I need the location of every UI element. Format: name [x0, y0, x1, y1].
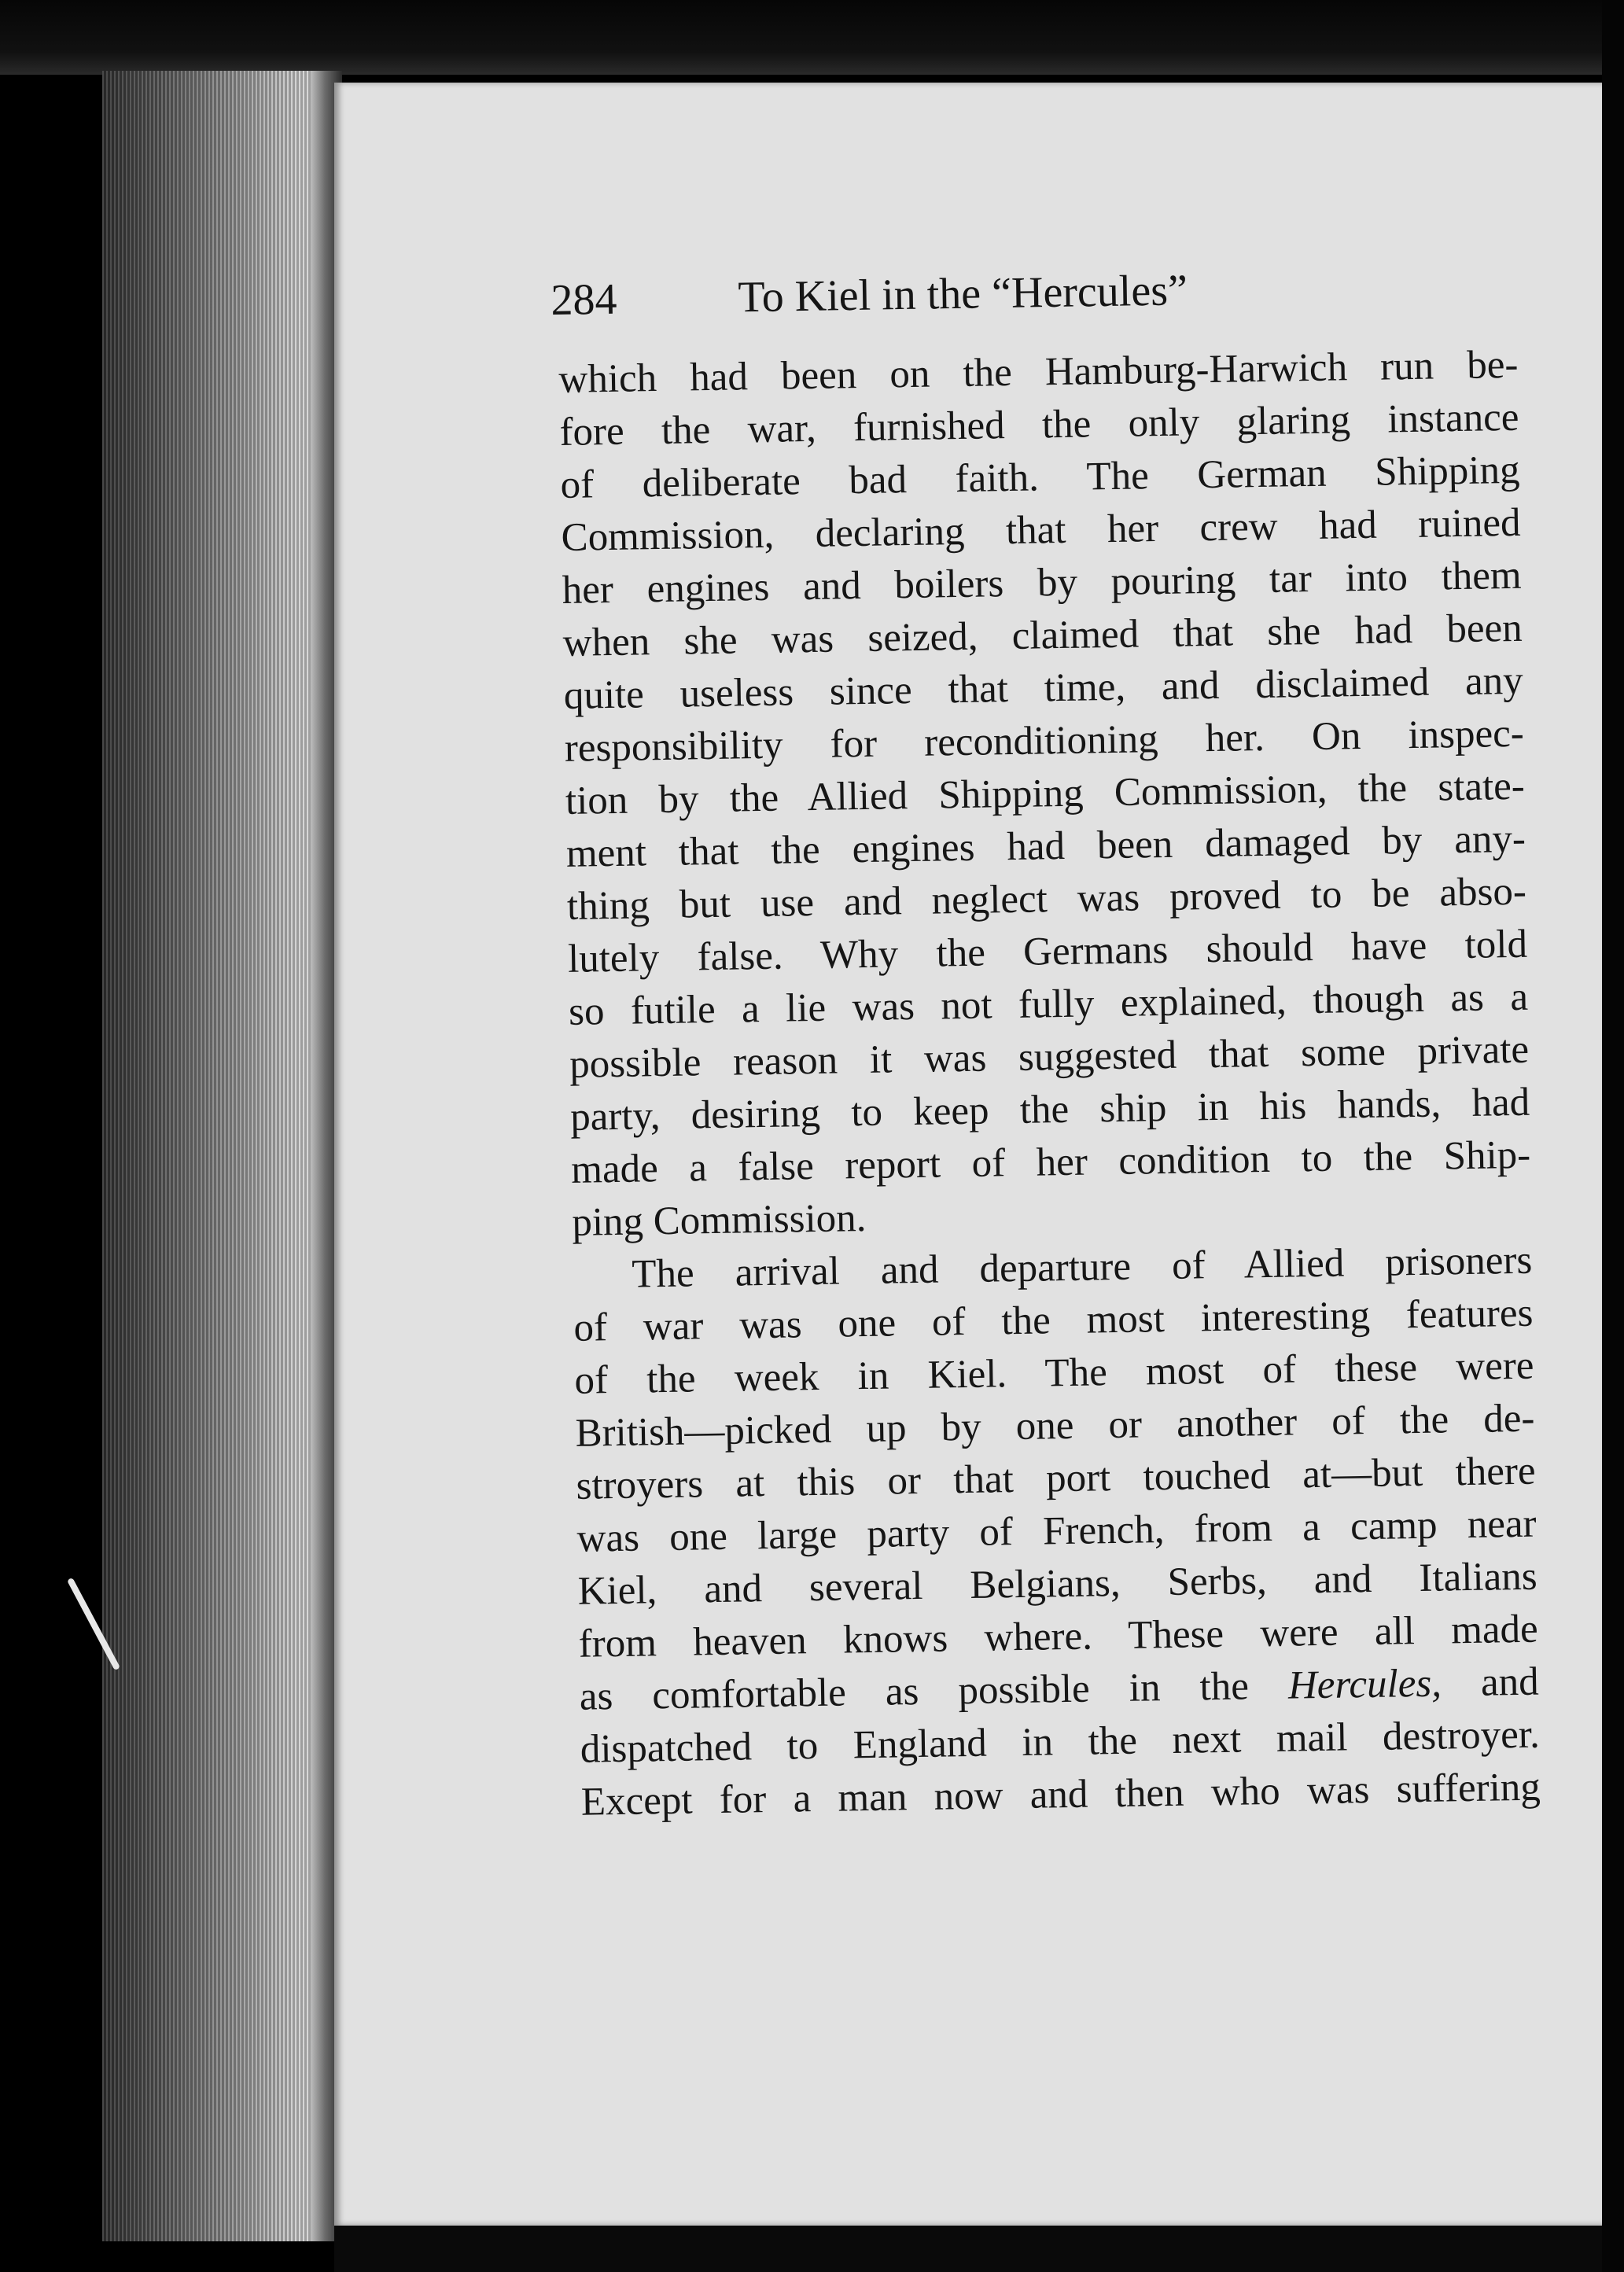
text-segment: and: [1441, 1659, 1540, 1706]
text-line: fore the war, furnished the only glaring instance: [559, 395, 1519, 455]
body-text: [558, 339, 1541, 1829]
paragraph-2: [573, 1235, 1541, 1829]
text-line: from heaven knows where. These were all made: [578, 1607, 1539, 1666]
paragraph-1: [558, 339, 1532, 1250]
ship-name-italic: Hercules,: [1287, 1661, 1442, 1708]
text-line: Kiel, and several Belgians, Serbs, and Italians: [577, 1554, 1538, 1614]
text-line: her engines and boilers by pouring tar into them: [562, 553, 1523, 613]
text-line: ment that the engines had been damaged by any-: [565, 816, 1526, 876]
text-line: of war was one of the most interesting features: [573, 1291, 1534, 1350]
text-line: made a false report of her condition to the Ship-: [570, 1132, 1531, 1192]
scan-bottom-border: [334, 2226, 1602, 2272]
running-title: To Kiel in the “Hercules”: [737, 266, 1188, 322]
text-segment: as comfortable as possible in the: [579, 1663, 1289, 1719]
scan-right-border: [1602, 0, 1624, 2272]
scan-top-border: [0, 0, 1624, 75]
text-line: ping Commission.: [571, 1195, 867, 1245]
text-line: responsibility for reconditioning her. On inspec-: [564, 711, 1525, 771]
text-line: was one large party of French, from a camp near: [576, 1501, 1537, 1561]
text-line: dispatched to England in the next mail destroyer.: [580, 1712, 1541, 1772]
text-line: The arrival and departure of Allied prisoners: [631, 1238, 1533, 1297]
text-line: of the week in Kiel. The most of these were: [574, 1343, 1534, 1403]
text-line: so futile a lie was not fully explained, though as a: [568, 974, 1529, 1034]
page-number: 284: [551, 274, 617, 325]
book-page-edges: [102, 71, 330, 2241]
text-line: party, desiring to keep the ship in his hands, had: [569, 1080, 1530, 1140]
text-line: Except for a man now and then who was suffering: [580, 1765, 1541, 1825]
text-line: tion by the Allied Shipping Commission, the state-: [565, 764, 1526, 823]
text-line: when she was seized, claimed that she had been: [562, 606, 1523, 665]
text-line: possible reason it was suggested that some private: [569, 1027, 1530, 1087]
text-line: British—picked up by one or another of the de-: [575, 1396, 1535, 1456]
text-line: which had been on the Hamburg-Harwich run be-: [558, 342, 1519, 402]
text-line: stroyers at this or that port touched at—but there: [576, 1449, 1536, 1508]
text-line: Commission, declaring that her crew had ruined: [561, 500, 1521, 560]
text-line: of deliberate bad faith. The German Shipping: [560, 447, 1520, 507]
text-line: lutely false. Why the Germans should have told: [567, 922, 1528, 981]
text-line: quite useless since that time, and disclaimed any: [563, 658, 1524, 718]
text-line: thing but use and neglect was proved to be abso-: [566, 869, 1527, 929]
